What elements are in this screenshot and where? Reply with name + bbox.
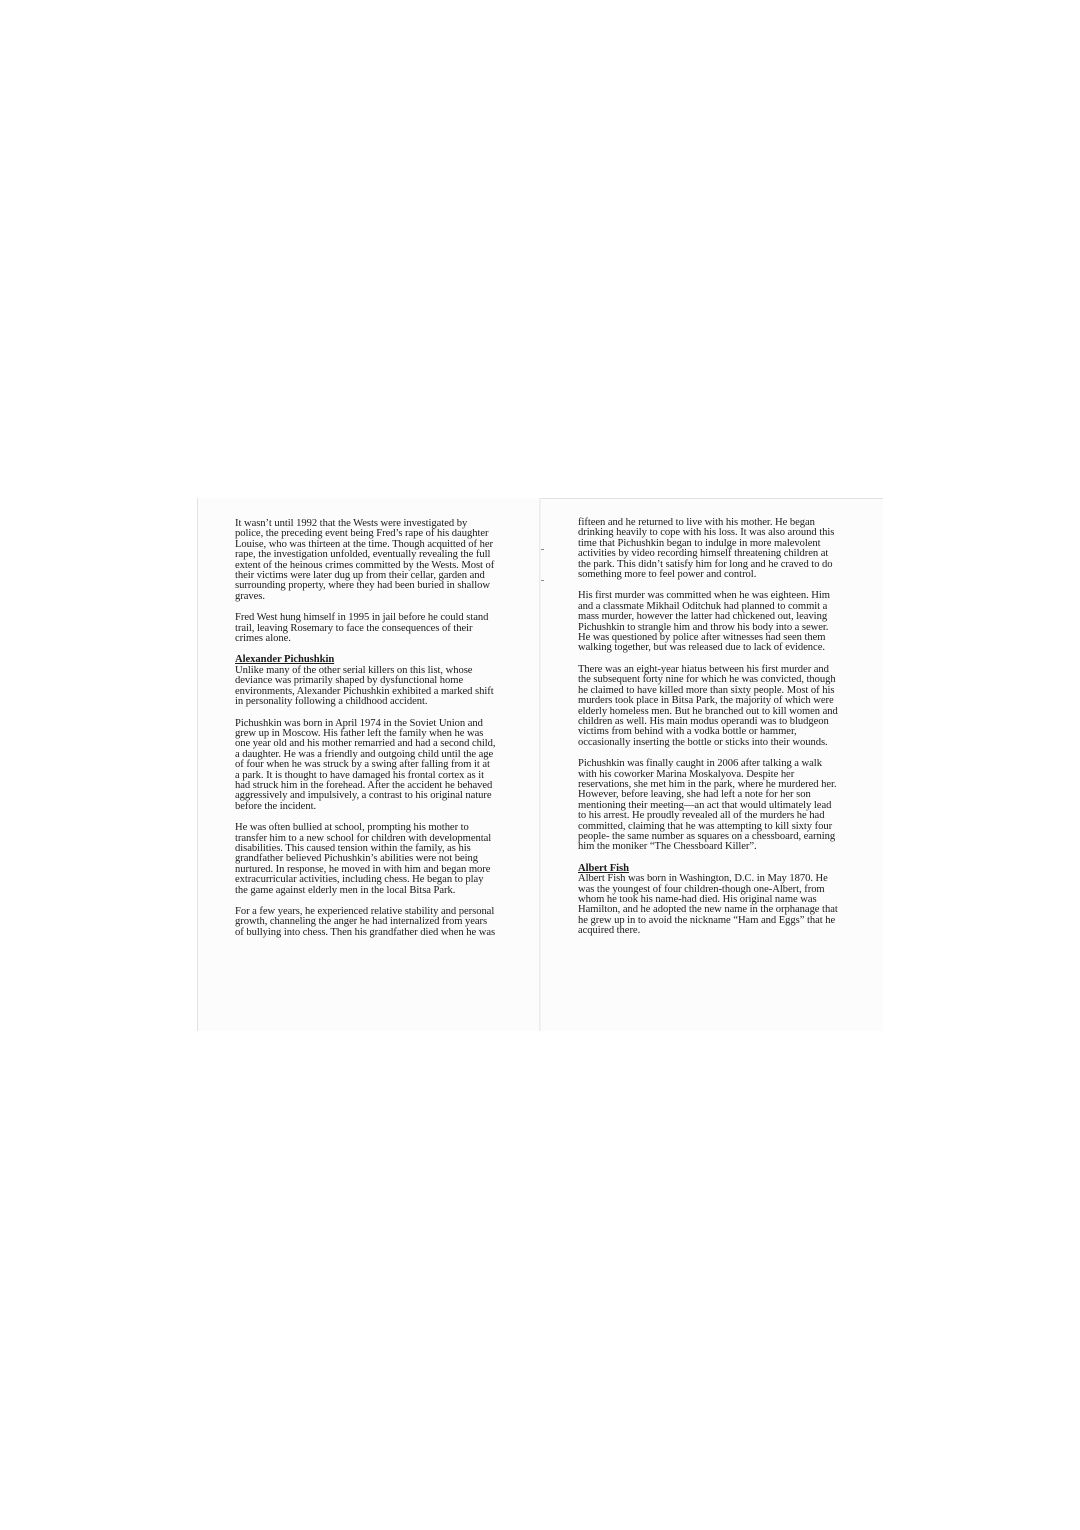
- paragraph-pichushkin-hiatus: There was an eight-year hiatus between his first murder and the subsequent forty nine for which he was convicted, though he claimed to have killed more than sixty people. Most of his murders took place in Bitsa Park, the majority of which were elderly homeless men. But he branched out to kill women and children as well. His main modus operandi was to bludgeon victims from behind with a vodka bottle or hammer, occasionally inserting the bottle or sticks into their wounds.: [578, 663, 838, 748]
- spine-tick: [541, 580, 544, 581]
- paragraph-pichushkin-chess: For a few years, he experienced relative stability and personal growth, channeling the anger he had internalized from years of bullying into chess. Then his grandfather died when he was: [235, 906, 496, 938]
- right-page: [540, 498, 883, 1031]
- left-page: [197, 498, 540, 1031]
- heading-albert-fish: Albert Fish: [578, 862, 629, 874]
- paragraph-fred-west-death: Fred West hung himself in 1995 in jail before he could stand trail, leaving Rosemary to face the consequences of their crimes alone.: [235, 612, 489, 645]
- paragraph-pichushkin-school: He was often bullied at school, prompting his mother to transfer him to a new school for children with developmental disabilities. This caused tension within the family, as his grandfather believed Pichushkin’s abilities were not being nurtured. In response, he moved in with him and began more extracurricular activities, including chess. He began to play the game against elderly men in the local Bitsa Park.: [235, 822, 492, 896]
- heading-alexander-pichushkin: Alexander Pichushkin: [235, 654, 335, 666]
- paragraph-pichushkin-caught: Pichushkin was finally caught in 2006 after talking a walk with his coworker Marina Moskalyova. Despite her reservations, she met him in the park, where he murdered her. However, before leaving, she had left a note for her son mentioning their meeting—an act that would ultimately lead to his arrest. He proudly revealed all of the murders he had committed, claiming that he was attempting to kill sixty four people- the same number as squares on a chessboard, earning him the moniker “The Chessboard Killer”.: [578, 758, 837, 853]
- spine-tick: [541, 549, 544, 550]
- paragraph-pichushkin-first-murder: His first murder was committed when he was eighteen. Him and a classmate Mikhail Oditchuk had planned to commit a mass murder, however the latter had chickened out, leaving Pichushkin to strangle him and throw his body into a sewer. He was questioned by police after witnesses had seen them walking together, but was released due to lack of evidence.: [578, 590, 830, 654]
- right-page-text: [578, 518, 870, 948]
- paragraph-pichushkin-childhood: Pichushkin was born in April 1974 in the Soviet Union and grew up in Moscow. His father left the family when he was one year old and his mother remarried and had a second child, a daughter. He was a friendly and outgoing child until the age of four when he was struck by a swing after falling from it at a park. It is thought to have damaged his frontal cortex as it had struck him in the forehead. After the accident he behaved aggressively and impulsively, a contrast to his original nature before the incident.: [235, 717, 496, 812]
- booklet-spine: [539, 498, 541, 1031]
- paragraph-pichushkin-drinking: fifteen and he returned to live with his mother. He began drinking heavily to cope with his loss. It was also around this time that Pichushkin began to indulge in more malevolent activities by video recording himself threatening children at the park. This didn’t satisfy him for long and he craved to do something more to feel power and control.: [578, 517, 835, 581]
- paragraph-pichushkin-intro: Unlike many of the other serial killers on this list, whose deviance was primarily shaped by dysfunctional home environments, Alexander Pichushkin exhibited a marked shift in personality following a childhood accident.: [235, 664, 494, 708]
- open-booklet: [197, 498, 883, 1031]
- paragraph-albert-fish-birth: Albert Fish was born in Washington, D.C. in May 1870. He was the youngest of four children-though one-Albert, from whom he took his name-had died. His original name was Hamilton, and he adopted the new name in the orphanage that he grew up in to avoid the nickname “Ham and Eggs” that he acquired there.: [578, 873, 838, 937]
- paragraph-wests-investigation: It wasn’t until 1992 that the Wests were investigated by police, the preceding event being Fred’s rape of his daughter Louise, who was thirteen at the time. Though acquitted of her rape, the investigation unfolded, eventually revealing the full extent of the heinous crimes committed by the Wests. Most of their victims were later dug up from their cellar, garden and surrounding property, where they had been buried in shallow graves.: [235, 518, 495, 602]
- left-page-text: [235, 519, 527, 949]
